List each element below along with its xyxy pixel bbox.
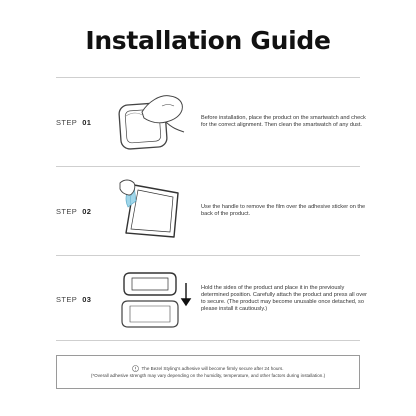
step-number: 02 (82, 206, 92, 216)
step-number: 03 (82, 294, 92, 304)
step-description (201, 259, 371, 339)
divider (56, 340, 360, 341)
note-line-2 (91, 372, 325, 379)
step-number: 01 (82, 117, 92, 127)
step-description (201, 82, 371, 162)
note-text-1: The Bezel Styling's adhesive will become firmly secure after 24 hours. (141, 366, 284, 371)
step-word: STEP (56, 206, 78, 216)
step-word: STEP (56, 294, 78, 304)
divider (56, 255, 360, 256)
step-text: Before installation, place the product on the smartwatch and check for the correct alignment. Then clean the smartwatch of any dust. (201, 114, 366, 128)
caution-note (56, 355, 360, 389)
hand-wiping-device-illustration (96, 82, 196, 162)
step-word: STEP (56, 117, 78, 127)
peel-film-illustration (96, 171, 196, 251)
step-label (56, 171, 91, 251)
step-text: Hold the sides of the product and place it in the previously determined position. Carefully attach the product and press all over to secure. (The product may become unusable once detached, so please install it cautiously.) (201, 284, 368, 313)
press-case-down-illustration (96, 259, 196, 339)
step-text: Use the handle to remove the film over the adhesive sticker on the back of the product. (201, 203, 366, 217)
step-01 (56, 82, 366, 162)
step-03 (56, 259, 368, 339)
divider (56, 166, 360, 167)
page-title: Installation Guide (85, 26, 331, 55)
divider (56, 77, 360, 78)
step-02 (56, 171, 366, 251)
warning-icon (132, 365, 139, 372)
note-line-1 (132, 365, 283, 372)
step-label (56, 82, 91, 162)
note-text-2: (*Overall adhesive strength may vary depending on the humidity, temperature, and other factors during installation.) (90, 373, 326, 378)
step-description (201, 171, 371, 251)
step-label (56, 259, 91, 339)
